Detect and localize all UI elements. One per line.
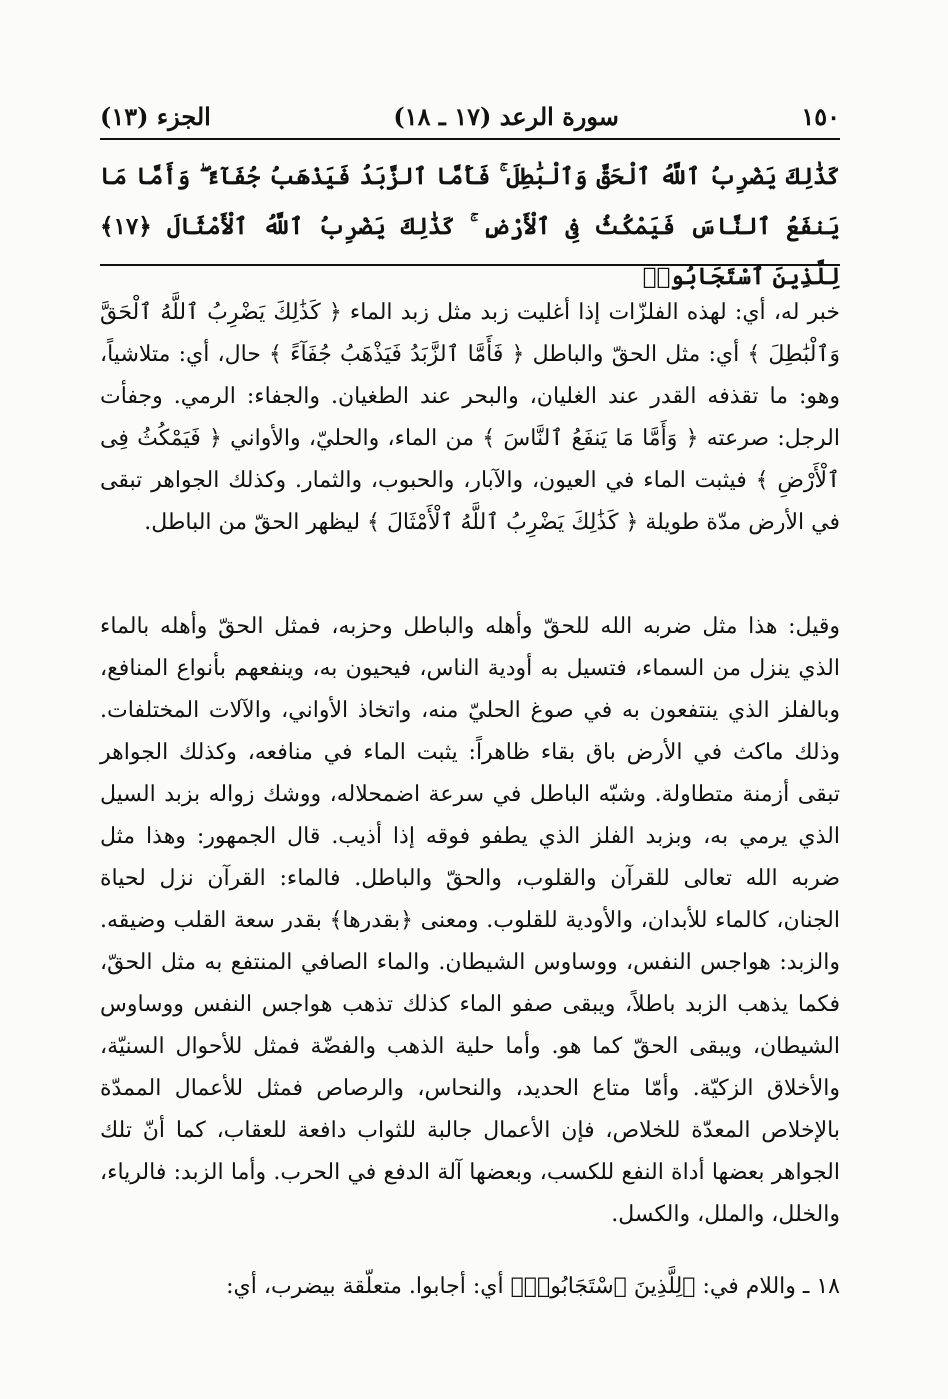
header-divider — [100, 138, 840, 140]
tafsir-paragraph-1 — [100, 292, 840, 544]
page-header — [100, 96, 840, 136]
tafsir-paragraph-2 — [100, 606, 840, 1236]
page-number: ١٥٠ — [801, 101, 840, 131]
verse-divider — [100, 264, 840, 266]
paragraph-text: خبر له، أي: لهذه الفلزّات إذا أغليت زبد مثل زبد الماء ﴿ كَذَٰلِكَ يَضْرِبُ ٱللَّهُ ٱلْحَقَّ وَٱلْبَٰطِلَ ﴾ أي: مثل الحقّ والباطل ﴿ فَأَمَّا ٱلزَّبَدُ فَيَذْهَبُ جُفَآءً ﴾ حال، أي: متلاشياً، وهو: ما تقذفه القدر عند الغليان، والبحر عند الطغيان. والجفاء: الرمي. وجفأت الرجل: صرعته ﴿ وَأَمَّا مَا يَنفَعُ ٱلنَّاسَ ﴾ من الماء، والحليّ، والأواني ﴿ فَيَمْكُثُ فِى ٱلْأَرْضِ ﴾ فيثبت الماء في العيون، والآبار، والحبوب، والثمار. وكذلك الجواهر تبقى في الأرض مدّة طويلة ﴿ كَذَٰلِكَ يَضْرِبُ ٱللَّهُ ٱلْأَمْثَالَ ﴾ ليظهر الحقّ من الباطل. — [100, 300, 840, 535]
tafsir-paragraph-3 — [100, 1266, 840, 1308]
paragraph-text: ١٨ ـ واللام في: ﴿لِلَّذِينَ ٱسْتَجَابُوا۟﴾ أي: أجابوا. متعلّقة بيضرب، أي: — [226, 1274, 840, 1299]
paragraph-text: وقيل: هذا مثل ضربه الله للحقّ وأهله والباطل وحزبه، فمثل الحقّ وأهله بالماء الذي ينزل من السماء، فتسيل به أودية الناس، فيحيون به، وينفعهم بأنواع المنافع، وبالفلز الذي ينتفعون به في صوغ الحليّ منه، واتخاذ الأواني، والآلات المختلفات. وذلك ماكث في الأرض باق بقاء ظاهراً: يثبت الماء في منافعه، وكذلك الجواهر تبقى أزمنة متطاولة. وشبّه الباطل في سرعة اضمحلاله، ووشك زواله بزبد السيل الذي يرمي به، وبزبد الفلز الذي يطفو فوقه إذا أذيب. قال الجمهور: وهذا مثل ضربه الله تعالى للقرآن والقلوب، والحقّ والباطل. فالماء: القرآن نزل لحياة الجنان، كالماء للأبدان، والأودية للقلوب. ومعنى ﴿بقدرها﴾ بقدر سعة القلب وضيقه. والزبد: هواجس النفس، ووساوس الشيطان. والماء الصافي المنتفع به مثل الحقّ، فكما يذهب الزبد باطلاً، ويبقى صفو الماء كذلك تذهب هواجس النفس ووساوس الشيطان، ويبقى الحقّ كما هو. وأما حلية الذهب والفضّة فمثل للأحوال السنيّة، والأخلاق الزكيّة. وأمّا متاع الحديد، والنحاس، والرصاص فمثل للأعمال الممدّة بالإخلاص المعدّة للخلاص، فإن الأعمال جالبة للثواب دافعة للعقاب، كما أنّ تلك الجواهر بعضها أداة النفع للكسب، وبعضها آلة الدفع في الحرب. وأما الزبد: فالرياء، والخلل، والملل، والكسل. — [100, 614, 840, 1227]
part-label: الجزء (١٣) — [100, 101, 211, 131]
quran-verse: كَذَٰلِكَ يَضْرِبُ ٱللَّهُ ٱلْحَقَّ وَٱلْبَٰطِلَ ۚ فَأَمَّا ٱلزَّبَدُ فَيَذْهَبُ جُفَآءً ۖ وَأَمَّا مَا يَنفَعُ ٱلنَّاسَ فَيَمْكُثُ فِى ٱلْأَرْضِ ۚ كَذَٰلِكَ يَضْرِبُ ٱللَّهُ ٱلْأَمْثَالَ ﴿١٧﴾ لِلَّذِينَ ٱسْتَجَابُوا۟ — [100, 163, 840, 290]
surah-title: سورة الرعد (١٧ ـ ١٨) — [393, 101, 619, 131]
